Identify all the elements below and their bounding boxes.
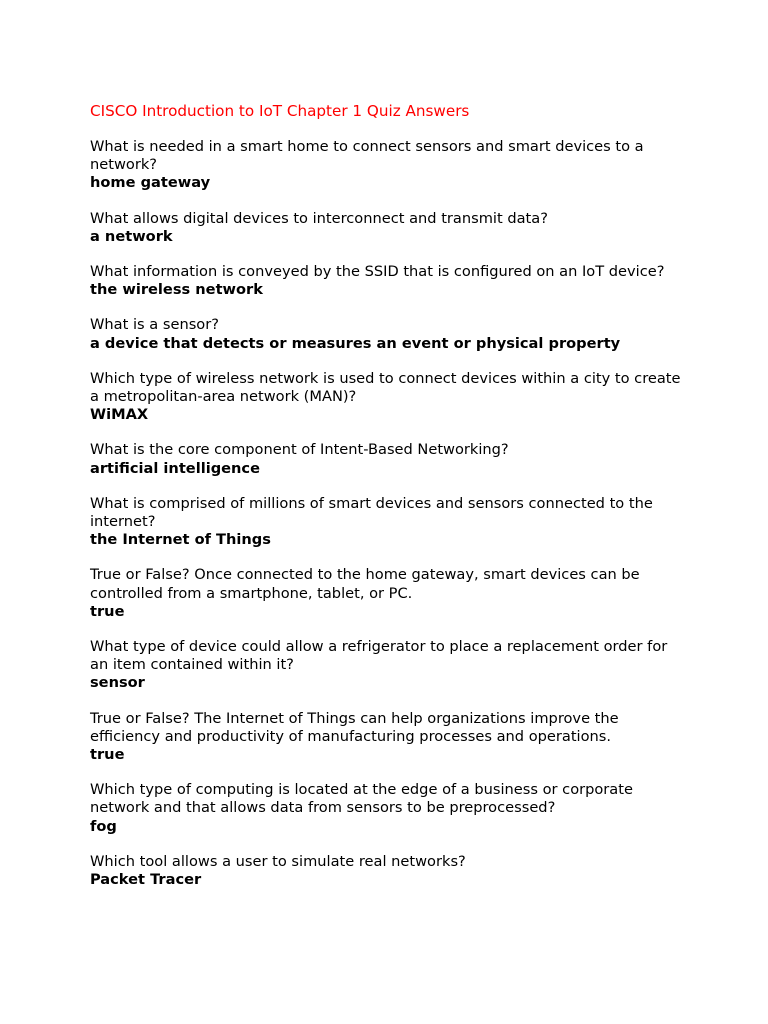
question-text: Which type of wireless network is used to connect devices within a city to create a metropolitan-area network (MAN)?	[90, 369, 681, 406]
answer-text: true	[90, 746, 125, 764]
qa-item	[90, 210, 690, 246]
question-text: What is comprised of millions of smart devices and sensors connected to the internet?	[90, 494, 653, 531]
answer-text: true	[90, 602, 125, 620]
qa-item	[90, 316, 690, 352]
question-text: What is needed in a smart home to connect sensors and smart devices to a network?	[90, 138, 644, 174]
qa-item	[90, 853, 690, 889]
question-text: True or False? Once connected to the home gateway, smart devices can be controlled from a smartphone, tablet, or PC.	[90, 566, 640, 602]
question-text: What type of device could allow a refrigerator to place a replacement order for an item contained within it?	[90, 638, 668, 674]
answer-text: Packet Tracer	[90, 871, 202, 889]
qa-item	[90, 441, 690, 477]
qa-item	[90, 781, 690, 836]
answer-text: the wireless network	[90, 281, 263, 299]
question-text: What information is conveyed by the SSID that is configured on an IoT device?	[90, 263, 665, 281]
question-text: What is a sensor?	[90, 316, 219, 334]
question-text: What is the core component of Intent-Based Networking?	[90, 441, 509, 459]
answer-text: artificial intelligence	[90, 459, 260, 477]
qa-item	[90, 710, 690, 765]
answer-text: sensor	[90, 674, 145, 692]
document-title: CISCO Introduction to IoT Chapter 1 Quiz Answers	[90, 102, 470, 120]
qa-item	[90, 638, 690, 693]
answer-text: the Internet of Things	[90, 531, 271, 549]
answer-text: home gateway	[90, 174, 211, 192]
question-text: True or False? The Internet of Things can help organizations improve the efficiency and productivity of manufacturing processes and operations.	[90, 709, 619, 745]
answer-text: fog	[90, 817, 117, 835]
qa-item	[90, 566, 690, 621]
document-page	[90, 102, 690, 906]
question-text: Which tool allows a user to simulate real networks?	[90, 852, 466, 870]
answer-text: a device that detects or measures an event or physical property	[90, 334, 621, 352]
question-text: Which type of computing is located at the edge of a business or corporate network and that allows data from sensors to be preprocessed?	[90, 781, 633, 817]
qa-item	[90, 138, 690, 193]
question-text: What allows digital devices to interconnect and transmit data?	[90, 209, 548, 227]
answer-text: a network	[90, 227, 173, 245]
qa-item	[90, 263, 690, 299]
qa-item	[90, 495, 690, 550]
qa-item	[90, 370, 690, 425]
answer-text: WiMAX	[90, 406, 149, 424]
